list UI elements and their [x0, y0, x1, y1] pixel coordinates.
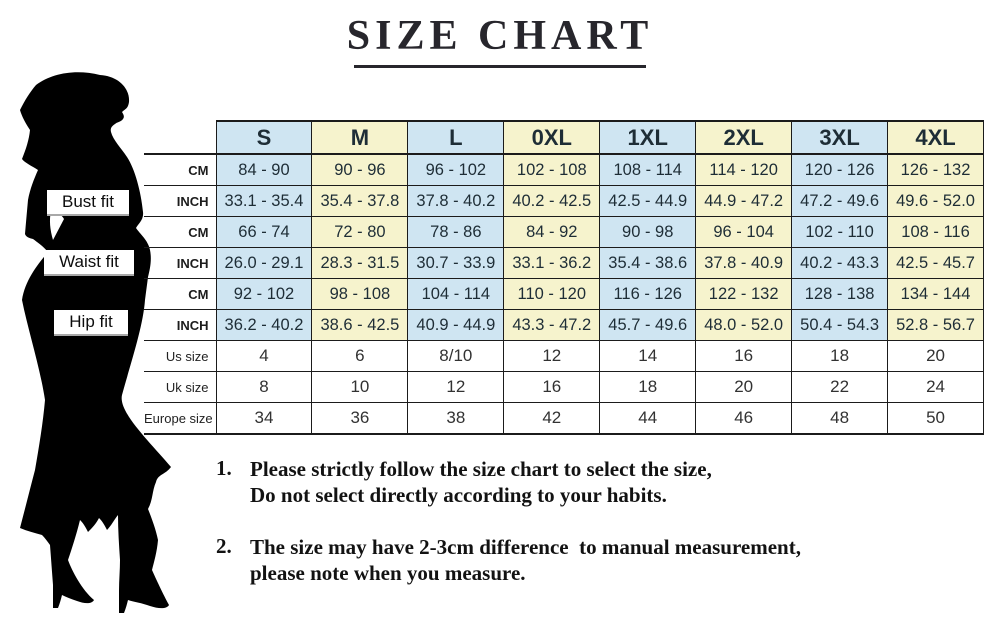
size-conversion-row	[144, 403, 984, 435]
measure-cell: 52.8 - 56.7	[888, 310, 984, 341]
size-table-body	[144, 154, 984, 434]
measure-cell: 48.0 - 52.0	[696, 310, 792, 341]
measure-cell: 47.2 - 49.6	[792, 186, 888, 217]
measure-cell: 38.6 - 42.5	[312, 310, 408, 341]
measure-row	[144, 217, 984, 248]
measure-cell: 28.3 - 31.5	[312, 248, 408, 279]
measure-cell: 50.4 - 54.3	[792, 310, 888, 341]
size-value-cell: 44	[600, 403, 696, 435]
measure-cell: 114 - 120	[696, 154, 792, 186]
measure-cell: 49.6 - 52.0	[888, 186, 984, 217]
measure-cell: 33.1 - 36.2	[504, 248, 600, 279]
measure-row	[144, 279, 984, 310]
size-value-cell: 48	[792, 403, 888, 435]
measure-cell: 108 - 116	[888, 217, 984, 248]
measure-row	[144, 154, 984, 186]
bust-fit-label: Bust fit	[47, 190, 129, 216]
unit-label: CM	[144, 217, 216, 248]
region-size-label: Europe size	[144, 403, 216, 435]
measure-cell: 128 - 138	[792, 279, 888, 310]
size-value-cell: 34	[216, 403, 312, 435]
measure-row	[144, 248, 984, 279]
size-value-cell: 24	[888, 372, 984, 403]
size-value-cell: 22	[792, 372, 888, 403]
size-value-cell: 16	[504, 372, 600, 403]
measure-cell: 42.5 - 45.7	[888, 248, 984, 279]
measure-cell: 116 - 126	[600, 279, 696, 310]
measure-cell: 126 - 132	[888, 154, 984, 186]
measure-cell: 108 - 114	[600, 154, 696, 186]
size-column-header: 3XL	[792, 121, 888, 154]
size-value-cell: 20	[696, 372, 792, 403]
unit-label: CM	[144, 154, 216, 186]
measure-cell: 35.4 - 37.8	[312, 186, 408, 217]
note-number: 1.	[216, 456, 232, 480]
size-value-cell: 10	[312, 372, 408, 403]
size-value-cell: 12	[504, 341, 600, 372]
measure-row	[144, 310, 984, 341]
size-value-cell: 38	[408, 403, 504, 435]
hip-fit-label: Hip fit	[54, 310, 128, 336]
measure-cell: 36.2 - 40.2	[216, 310, 312, 341]
region-size-label: Uk size	[144, 372, 216, 403]
size-value-cell: 14	[600, 341, 696, 372]
note-line: Please strictly follow the size chart to select the size,	[250, 457, 712, 481]
measure-cell: 26.0 - 29.1	[216, 248, 312, 279]
note-number: 2.	[216, 534, 232, 558]
unit-label: INCH	[144, 186, 216, 217]
size-value-cell: 42	[504, 403, 600, 435]
size-column-header: 1XL	[600, 121, 696, 154]
note-item-2	[216, 534, 801, 586]
page-title: SIZE CHART	[346, 13, 654, 59]
measure-cell: 35.4 - 38.6	[600, 248, 696, 279]
measure-row	[144, 186, 984, 217]
note-line: The size may have 2-3cm difference to manual measurement,	[250, 535, 801, 559]
size-column-header: 4XL	[888, 121, 984, 154]
unit-label: INCH	[144, 248, 216, 279]
size-value-cell: 16	[696, 341, 792, 372]
size-column-header: M	[312, 121, 408, 154]
measure-cell: 40.9 - 44.9	[408, 310, 504, 341]
note-text	[250, 534, 801, 586]
size-column-header: S	[216, 121, 312, 154]
measure-cell: 78 - 86	[408, 217, 504, 248]
size-value-cell: 18	[792, 341, 888, 372]
size-value-cell: 8	[216, 372, 312, 403]
measure-cell: 66 - 74	[216, 217, 312, 248]
size-chart-table	[144, 120, 984, 435]
measure-cell: 96 - 104	[696, 217, 792, 248]
size-column-header: 2XL	[696, 121, 792, 154]
size-value-cell: 8/10	[408, 341, 504, 372]
measure-cell: 44.9 - 47.2	[696, 186, 792, 217]
note-line: please note when you measure.	[250, 561, 526, 585]
size-value-cell: 36	[312, 403, 408, 435]
measure-cell: 84 - 90	[216, 154, 312, 186]
measure-cell: 110 - 120	[504, 279, 600, 310]
size-table-head	[144, 121, 984, 154]
measure-cell: 122 - 132	[696, 279, 792, 310]
measure-cell: 102 - 108	[504, 154, 600, 186]
note-line: Do not select directly according to your habits.	[250, 483, 667, 507]
waist-fit-label: Waist fit	[44, 250, 134, 276]
measure-cell: 37.8 - 40.2	[408, 186, 504, 217]
measure-cell: 120 - 126	[792, 154, 888, 186]
measure-cell: 98 - 108	[312, 279, 408, 310]
size-conversion-row	[144, 372, 984, 403]
note-text	[250, 456, 712, 508]
measure-cell: 102 - 110	[792, 217, 888, 248]
measure-cell: 92 - 102	[216, 279, 312, 310]
size-value-cell: 50	[888, 403, 984, 435]
unit-label: CM	[144, 279, 216, 310]
size-column-header: L	[408, 121, 504, 154]
size-value-cell: 46	[696, 403, 792, 435]
size-value-cell: 20	[888, 341, 984, 372]
unit-label: INCH	[144, 310, 216, 341]
measure-cell: 90 - 98	[600, 217, 696, 248]
measure-cell: 33.1 - 35.4	[216, 186, 312, 217]
size-value-cell: 12	[408, 372, 504, 403]
measure-cell: 96 - 102	[408, 154, 504, 186]
measure-cell: 37.8 - 40.9	[696, 248, 792, 279]
title-underline	[354, 65, 646, 68]
measure-cell: 72 - 80	[312, 217, 408, 248]
size-conversion-row	[144, 341, 984, 372]
table-corner-cell	[144, 121, 216, 154]
measure-cell: 45.7 - 49.6	[600, 310, 696, 341]
measure-cell: 40.2 - 42.5	[504, 186, 600, 217]
size-value-cell: 18	[600, 372, 696, 403]
measure-cell: 104 - 114	[408, 279, 504, 310]
size-value-cell: 4	[216, 341, 312, 372]
note-item-1	[216, 456, 712, 508]
measure-cell: 43.3 - 47.2	[504, 310, 600, 341]
region-size-label: Us size	[144, 341, 216, 372]
measure-cell: 42.5 - 44.9	[600, 186, 696, 217]
measure-cell: 90 - 96	[312, 154, 408, 186]
measure-cell: 30.7 - 33.9	[408, 248, 504, 279]
size-column-header: 0XL	[504, 121, 600, 154]
measure-cell: 134 - 144	[888, 279, 984, 310]
measure-cell: 40.2 - 43.3	[792, 248, 888, 279]
measure-cell: 84 - 92	[504, 217, 600, 248]
size-value-cell: 6	[312, 341, 408, 372]
